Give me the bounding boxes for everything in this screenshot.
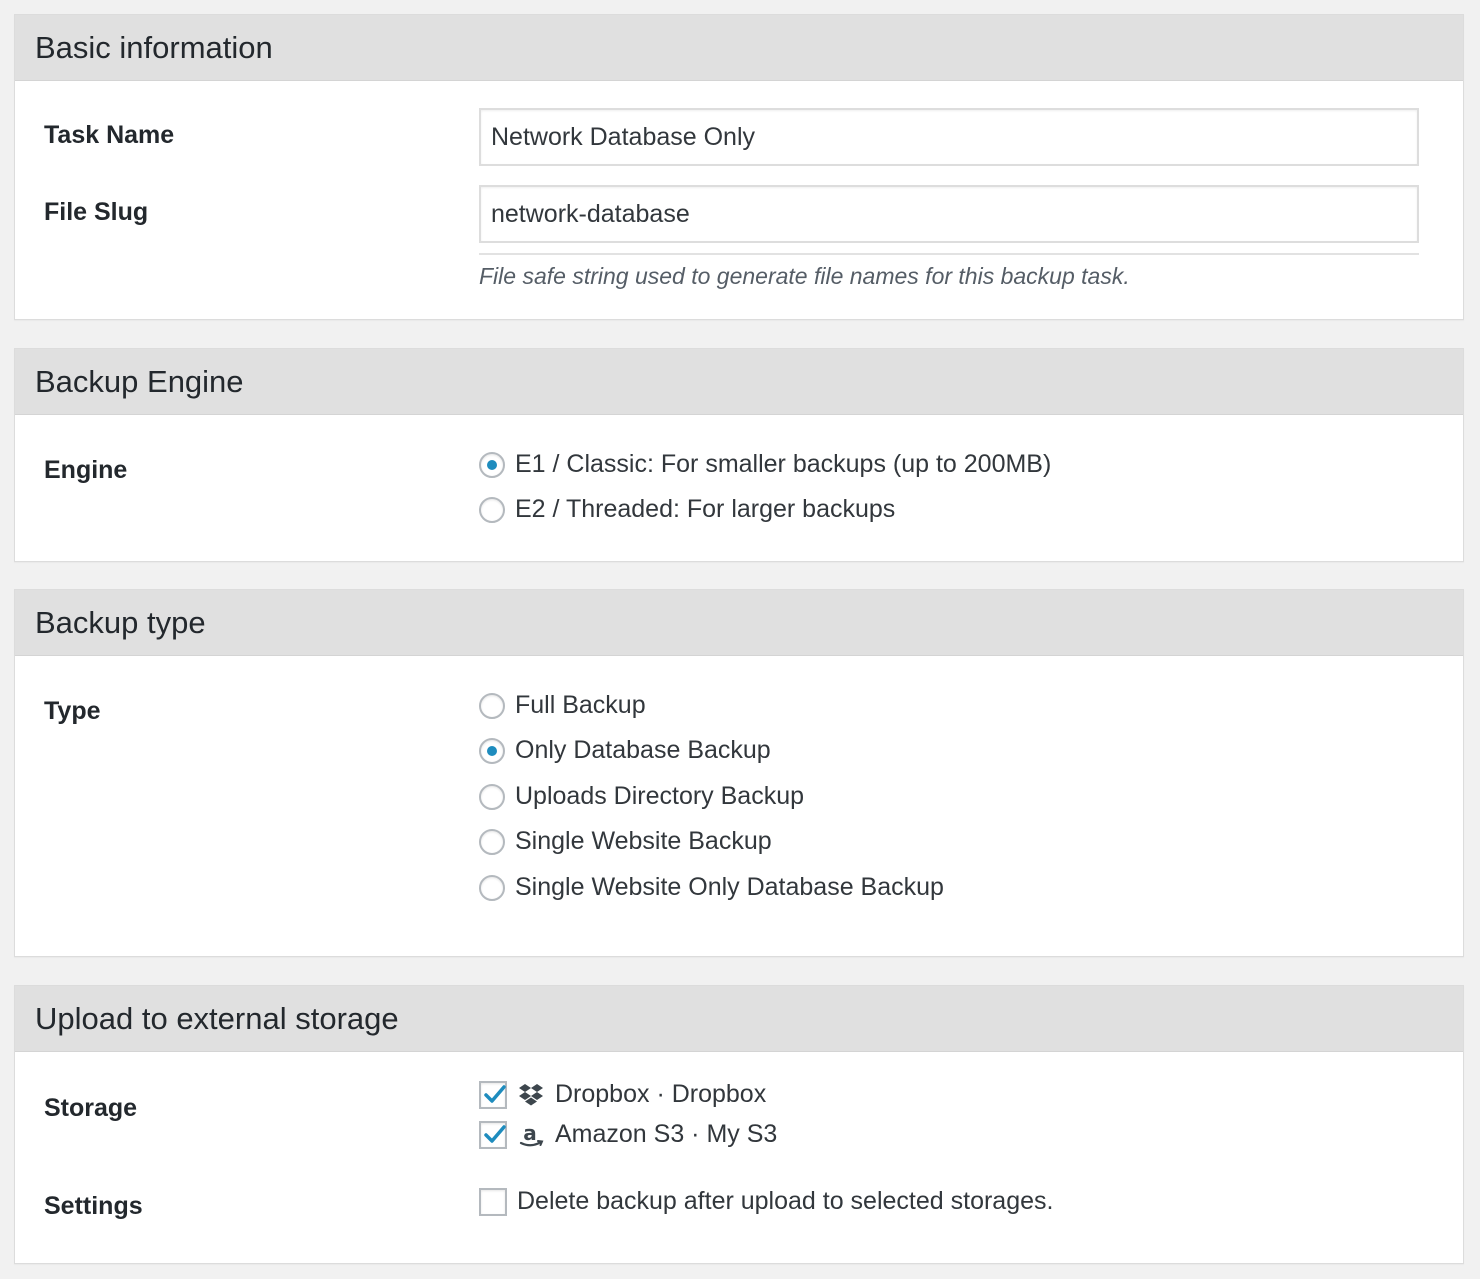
dropbox-icon — [517, 1081, 545, 1109]
checkbox-checked[interactable] — [479, 1121, 507, 1149]
storage-item-label: Amazon S3 · My S3 — [555, 1120, 778, 1148]
option-label: E2 / Threaded: For larger backups — [515, 495, 896, 523]
panel-title: Upload to external storage — [35, 1000, 399, 1036]
svg-text:a: a — [523, 1120, 537, 1145]
type-label: Type — [44, 697, 101, 725]
panel-header — [15, 590, 1463, 656]
storage-item-amazon-s3[interactable] — [479, 1120, 777, 1149]
delete-after-upload-option[interactable] — [479, 1187, 1053, 1216]
option-label: Single Website Backup — [515, 827, 772, 855]
task-name-label: Task Name — [44, 121, 175, 149]
type-option-full-backup[interactable] — [479, 691, 646, 720]
checkmark-icon — [481, 1121, 509, 1149]
task-name-input[interactable] — [479, 108, 1419, 166]
type-option-single-website-db[interactable] — [479, 873, 944, 902]
type-option-uploads-directory[interactable] — [479, 782, 804, 811]
panel-header — [15, 349, 1463, 415]
backup-type-panel — [14, 589, 1464, 957]
file-slug-label: File Slug — [44, 198, 149, 226]
radio-selected[interactable] — [479, 738, 505, 764]
basic-information-panel — [14, 14, 1464, 320]
panel-title: Basic information — [35, 29, 273, 65]
radio-unselected[interactable] — [479, 875, 505, 901]
engine-label: Engine — [44, 456, 128, 484]
external-storage-panel — [14, 985, 1464, 1264]
option-label: Only Database Backup — [515, 736, 771, 764]
storage-item-label: Dropbox · Dropbox — [555, 1080, 767, 1108]
option-label: E1 / Classic: For smaller backups (up to 200MB) — [515, 450, 1052, 478]
panel-header — [15, 15, 1463, 81]
type-option-single-website[interactable] — [479, 827, 772, 856]
radio-unselected[interactable] — [479, 497, 505, 523]
checkmark-icon — [481, 1081, 509, 1109]
engine-option-e1[interactable] — [479, 450, 1051, 479]
engine-option-e2[interactable] — [479, 495, 895, 524]
hint-divider — [479, 253, 1419, 255]
file-slug-hint: File safe string used to generate file names for this backup task. — [479, 263, 1130, 289]
option-label: Delete backup after upload to selected storages. — [517, 1187, 1054, 1215]
panel-title: Backup Engine — [35, 363, 244, 399]
panel-header — [15, 986, 1463, 1052]
backup-engine-panel — [14, 348, 1464, 562]
file-slug-input[interactable] — [479, 185, 1419, 243]
storage-item-dropbox[interactable] — [479, 1080, 766, 1109]
radio-selected[interactable] — [479, 452, 505, 478]
panel-title: Backup type — [35, 604, 206, 640]
radio-unselected[interactable] — [479, 693, 505, 719]
amazon-icon — [517, 1121, 545, 1149]
type-option-only-database[interactable] — [479, 736, 771, 765]
option-label: Single Website Only Database Backup — [515, 873, 944, 901]
checkbox-checked[interactable] — [479, 1081, 507, 1109]
option-label: Uploads Directory Backup — [515, 782, 805, 810]
radio-unselected[interactable] — [479, 829, 505, 855]
storage-label: Storage — [44, 1094, 138, 1122]
radio-unselected[interactable] — [479, 784, 505, 810]
checkbox-unchecked[interactable] — [479, 1188, 507, 1216]
settings-label: Settings — [44, 1192, 143, 1220]
option-label: Full Backup — [515, 691, 646, 719]
